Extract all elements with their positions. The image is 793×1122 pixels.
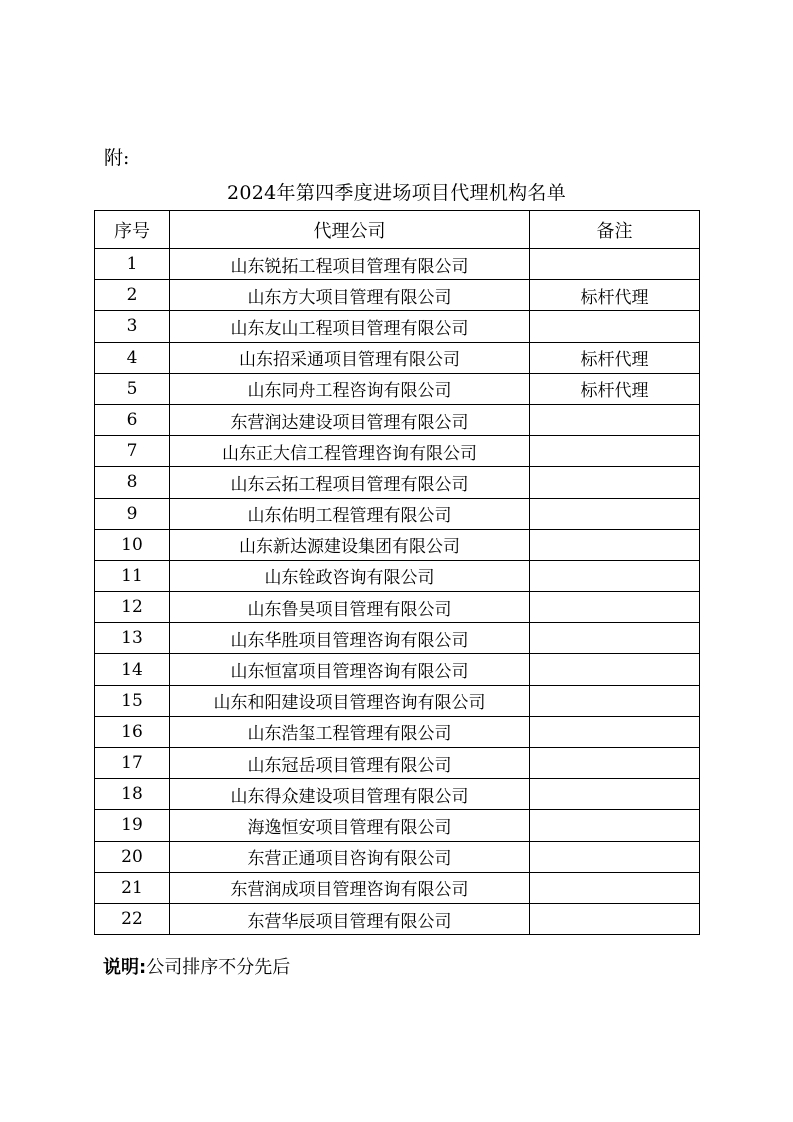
table-row <box>95 373 700 404</box>
cell-company: 东营润成项目管理咨询有限公司 <box>170 872 530 903</box>
cell-no: 14 <box>95 654 170 685</box>
cell-company: 山东正大信工程管理咨询有限公司 <box>170 436 530 467</box>
table-row <box>95 654 700 685</box>
note <box>103 953 290 979</box>
cell-company: 山东恒富项目管理咨询有限公司 <box>170 654 530 685</box>
cell-remark <box>530 810 700 841</box>
cell-remark: 标杆代理 <box>530 342 700 373</box>
page-title: 2024年第四季度进场项目代理机构名单 <box>226 182 567 204</box>
cell-no: 2 <box>95 280 170 311</box>
cell-remark <box>530 436 700 467</box>
cell-company: 东营润达建设项目管理有限公司 <box>170 404 530 435</box>
cell-no: 19 <box>95 810 170 841</box>
cell-no: 3 <box>95 311 170 342</box>
cell-remark <box>530 249 700 280</box>
cell-company: 山东鲁昊项目管理有限公司 <box>170 592 530 623</box>
cell-remark <box>530 498 700 529</box>
cell-company: 山东和阳建设项目管理咨询有限公司 <box>170 685 530 716</box>
cell-company: 海逸恒安项目管理有限公司 <box>170 810 530 841</box>
cell-no: 10 <box>95 529 170 560</box>
table-row <box>95 342 700 373</box>
cell-no: 22 <box>95 903 170 934</box>
cell-no: 21 <box>95 872 170 903</box>
cell-remark <box>530 404 700 435</box>
cell-remark <box>530 748 700 779</box>
cell-company: 山东冠岳项目管理有限公司 <box>170 748 530 779</box>
cell-company: 山东方大项目管理有限公司 <box>170 280 530 311</box>
table-row <box>95 872 700 903</box>
cell-company: 山东铨政咨询有限公司 <box>170 560 530 591</box>
table-row <box>95 529 700 560</box>
table-row <box>95 623 700 654</box>
attachment-label: 附: <box>104 147 130 169</box>
cell-company: 山东佑明工程管理有限公司 <box>170 498 530 529</box>
cell-company: 山东华胜项目管理咨询有限公司 <box>170 623 530 654</box>
cell-remark <box>530 560 700 591</box>
cell-no: 7 <box>95 436 170 467</box>
cell-remark <box>530 529 700 560</box>
table-row <box>95 404 700 435</box>
header-company: 代理公司 <box>170 211 530 249</box>
cell-remark: 标杆代理 <box>530 280 700 311</box>
note-text: 公司排序不分先后 <box>146 957 291 978</box>
cell-no: 9 <box>95 498 170 529</box>
table-row <box>95 779 700 810</box>
cell-no: 8 <box>95 467 170 498</box>
agency-table <box>94 210 700 935</box>
table-row <box>95 748 700 779</box>
cell-no: 15 <box>95 685 170 716</box>
cell-remark <box>530 716 700 747</box>
cell-no: 13 <box>95 623 170 654</box>
cell-remark <box>530 623 700 654</box>
cell-company: 山东浩玺工程管理有限公司 <box>170 716 530 747</box>
cell-no: 4 <box>95 342 170 373</box>
cell-company: 山东锐拓工程项目管理有限公司 <box>170 249 530 280</box>
table-row <box>95 592 700 623</box>
cell-no: 17 <box>95 748 170 779</box>
header-no: 序号 <box>95 211 170 249</box>
cell-no: 12 <box>95 592 170 623</box>
cell-no: 20 <box>95 841 170 872</box>
cell-no: 6 <box>95 404 170 435</box>
cell-remark <box>530 872 700 903</box>
table-header-row <box>95 211 700 249</box>
table-row <box>95 249 700 280</box>
cell-remark <box>530 903 700 934</box>
cell-company: 山东友山工程项目管理有限公司 <box>170 311 530 342</box>
table-row <box>95 810 700 841</box>
cell-no: 11 <box>95 560 170 591</box>
cell-company: 山东招采通项目管理有限公司 <box>170 342 530 373</box>
cell-company: 山东新达源建设集团有限公司 <box>170 529 530 560</box>
cell-remark <box>530 467 700 498</box>
cell-remark: 标杆代理 <box>530 373 700 404</box>
table-row <box>95 560 700 591</box>
table-row <box>95 280 700 311</box>
note-label: 说明: <box>103 957 147 978</box>
table-row <box>95 436 700 467</box>
cell-remark <box>530 592 700 623</box>
cell-company: 东营正通项目咨询有限公司 <box>170 841 530 872</box>
cell-company: 东营华辰项目管理有限公司 <box>170 903 530 934</box>
cell-no: 18 <box>95 779 170 810</box>
table-row <box>95 498 700 529</box>
cell-remark <box>530 654 700 685</box>
cell-remark <box>530 779 700 810</box>
cell-no: 5 <box>95 373 170 404</box>
cell-company: 山东得众建设项目管理有限公司 <box>170 779 530 810</box>
table-row <box>95 716 700 747</box>
cell-company: 山东同舟工程咨询有限公司 <box>170 373 530 404</box>
table-row <box>95 903 700 934</box>
cell-no: 1 <box>95 249 170 280</box>
cell-company: 山东云拓工程项目管理有限公司 <box>170 467 530 498</box>
cell-remark <box>530 685 700 716</box>
cell-remark <box>530 311 700 342</box>
cell-no: 16 <box>95 716 170 747</box>
table-row <box>95 467 700 498</box>
table-row <box>95 685 700 716</box>
table-row <box>95 311 700 342</box>
table-row <box>95 841 700 872</box>
header-remark: 备注 <box>530 211 700 249</box>
cell-remark <box>530 841 700 872</box>
